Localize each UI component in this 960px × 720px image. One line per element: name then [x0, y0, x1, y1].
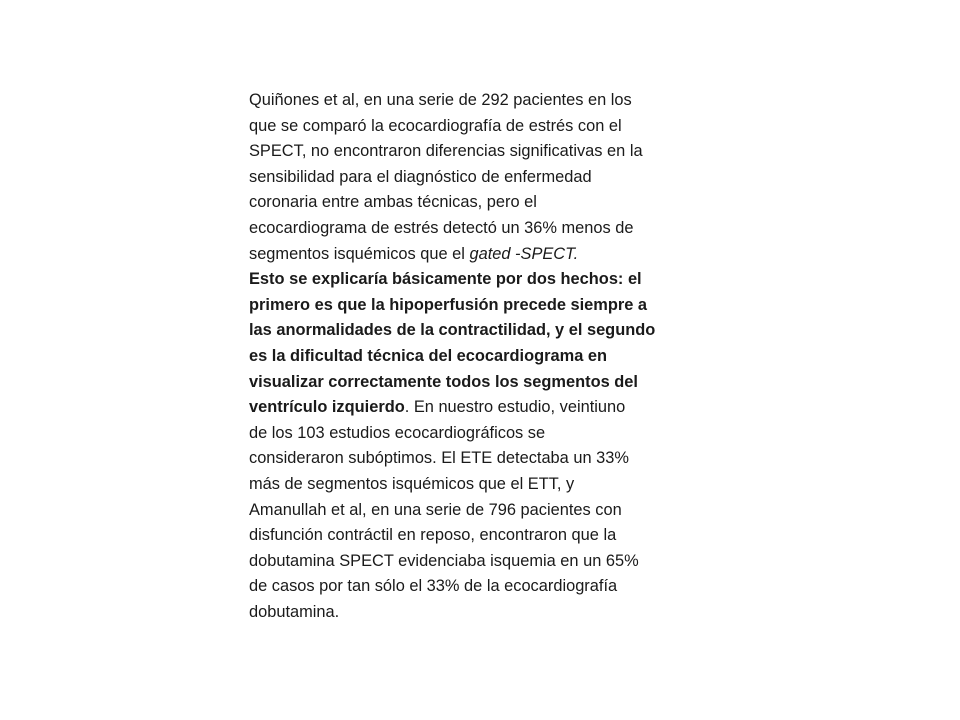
italic-term-gated-spect: gated -SPECT. [469, 244, 579, 263]
paragraph-1-last-line: segmentos isquémicos que el [249, 244, 470, 263]
paragraph-2-line: dobutamina SPECT evidenciaba isquemia en un 65% [249, 551, 639, 570]
paragraph-2-bold-line: las anormalidades de la contractilidad, y el segundo [249, 321, 656, 340]
body-text [249, 88, 719, 625]
paragraph-1 [249, 88, 719, 267]
paragraph-2-bold-line: Esto se explicaría básicamente por dos hechos: el [249, 270, 642, 289]
paragraph-2-line: disfunción contráctil en reposo, encontraron que la [249, 526, 617, 545]
paragraph-2-bold-line: es la dificultad técnica del ecocardiograma en [249, 346, 607, 365]
paragraph-1-line: sensibilidad para el diagnóstico de enfermedad [249, 167, 592, 186]
paragraph-2-line: más de segmentos isquémicos que el ETT, y [249, 474, 575, 493]
paragraph-2 [249, 267, 719, 625]
paragraph-2-bold-tail: ventrículo izquierdo [249, 398, 405, 417]
paragraph-1-line: coronaria entre ambas técnicas, pero el [249, 193, 537, 212]
paragraph-2-line: Amanullah et al, en una serie de 796 pacientes con [249, 500, 622, 519]
paragraph-1-line: que se comparó la ecocardiografía de estrés con el [249, 116, 622, 135]
paragraph-2-line: de los 103 estudios ecocardiográficos se [249, 423, 546, 442]
paragraph-2-normal-continuation: . En nuestro estudio, veintiuno [404, 398, 626, 417]
paragraph-1-line: SPECT, no encontraron diferencias significativas en la [249, 142, 643, 161]
paragraph-2-line: dobutamina. [249, 602, 340, 621]
paragraph-1-line: ecocardiograma de estrés detectó un 36% menos de [249, 218, 634, 237]
paragraph-2-bold-line: primero es que la hipoperfusión precede siempre a [249, 295, 648, 314]
paragraph-2-bold-line: visualizar correctamente todos los segmentos del [249, 372, 638, 391]
paragraph-2-line: de casos por tan sólo el 33% de la ecocardiografía [249, 577, 618, 596]
paragraph-2-line: consideraron subóptimos. El ETE detectaba un 33% [249, 449, 629, 468]
paragraph-1-line: Quiñones et al, en una serie de 292 pacientes en los [249, 91, 632, 109]
